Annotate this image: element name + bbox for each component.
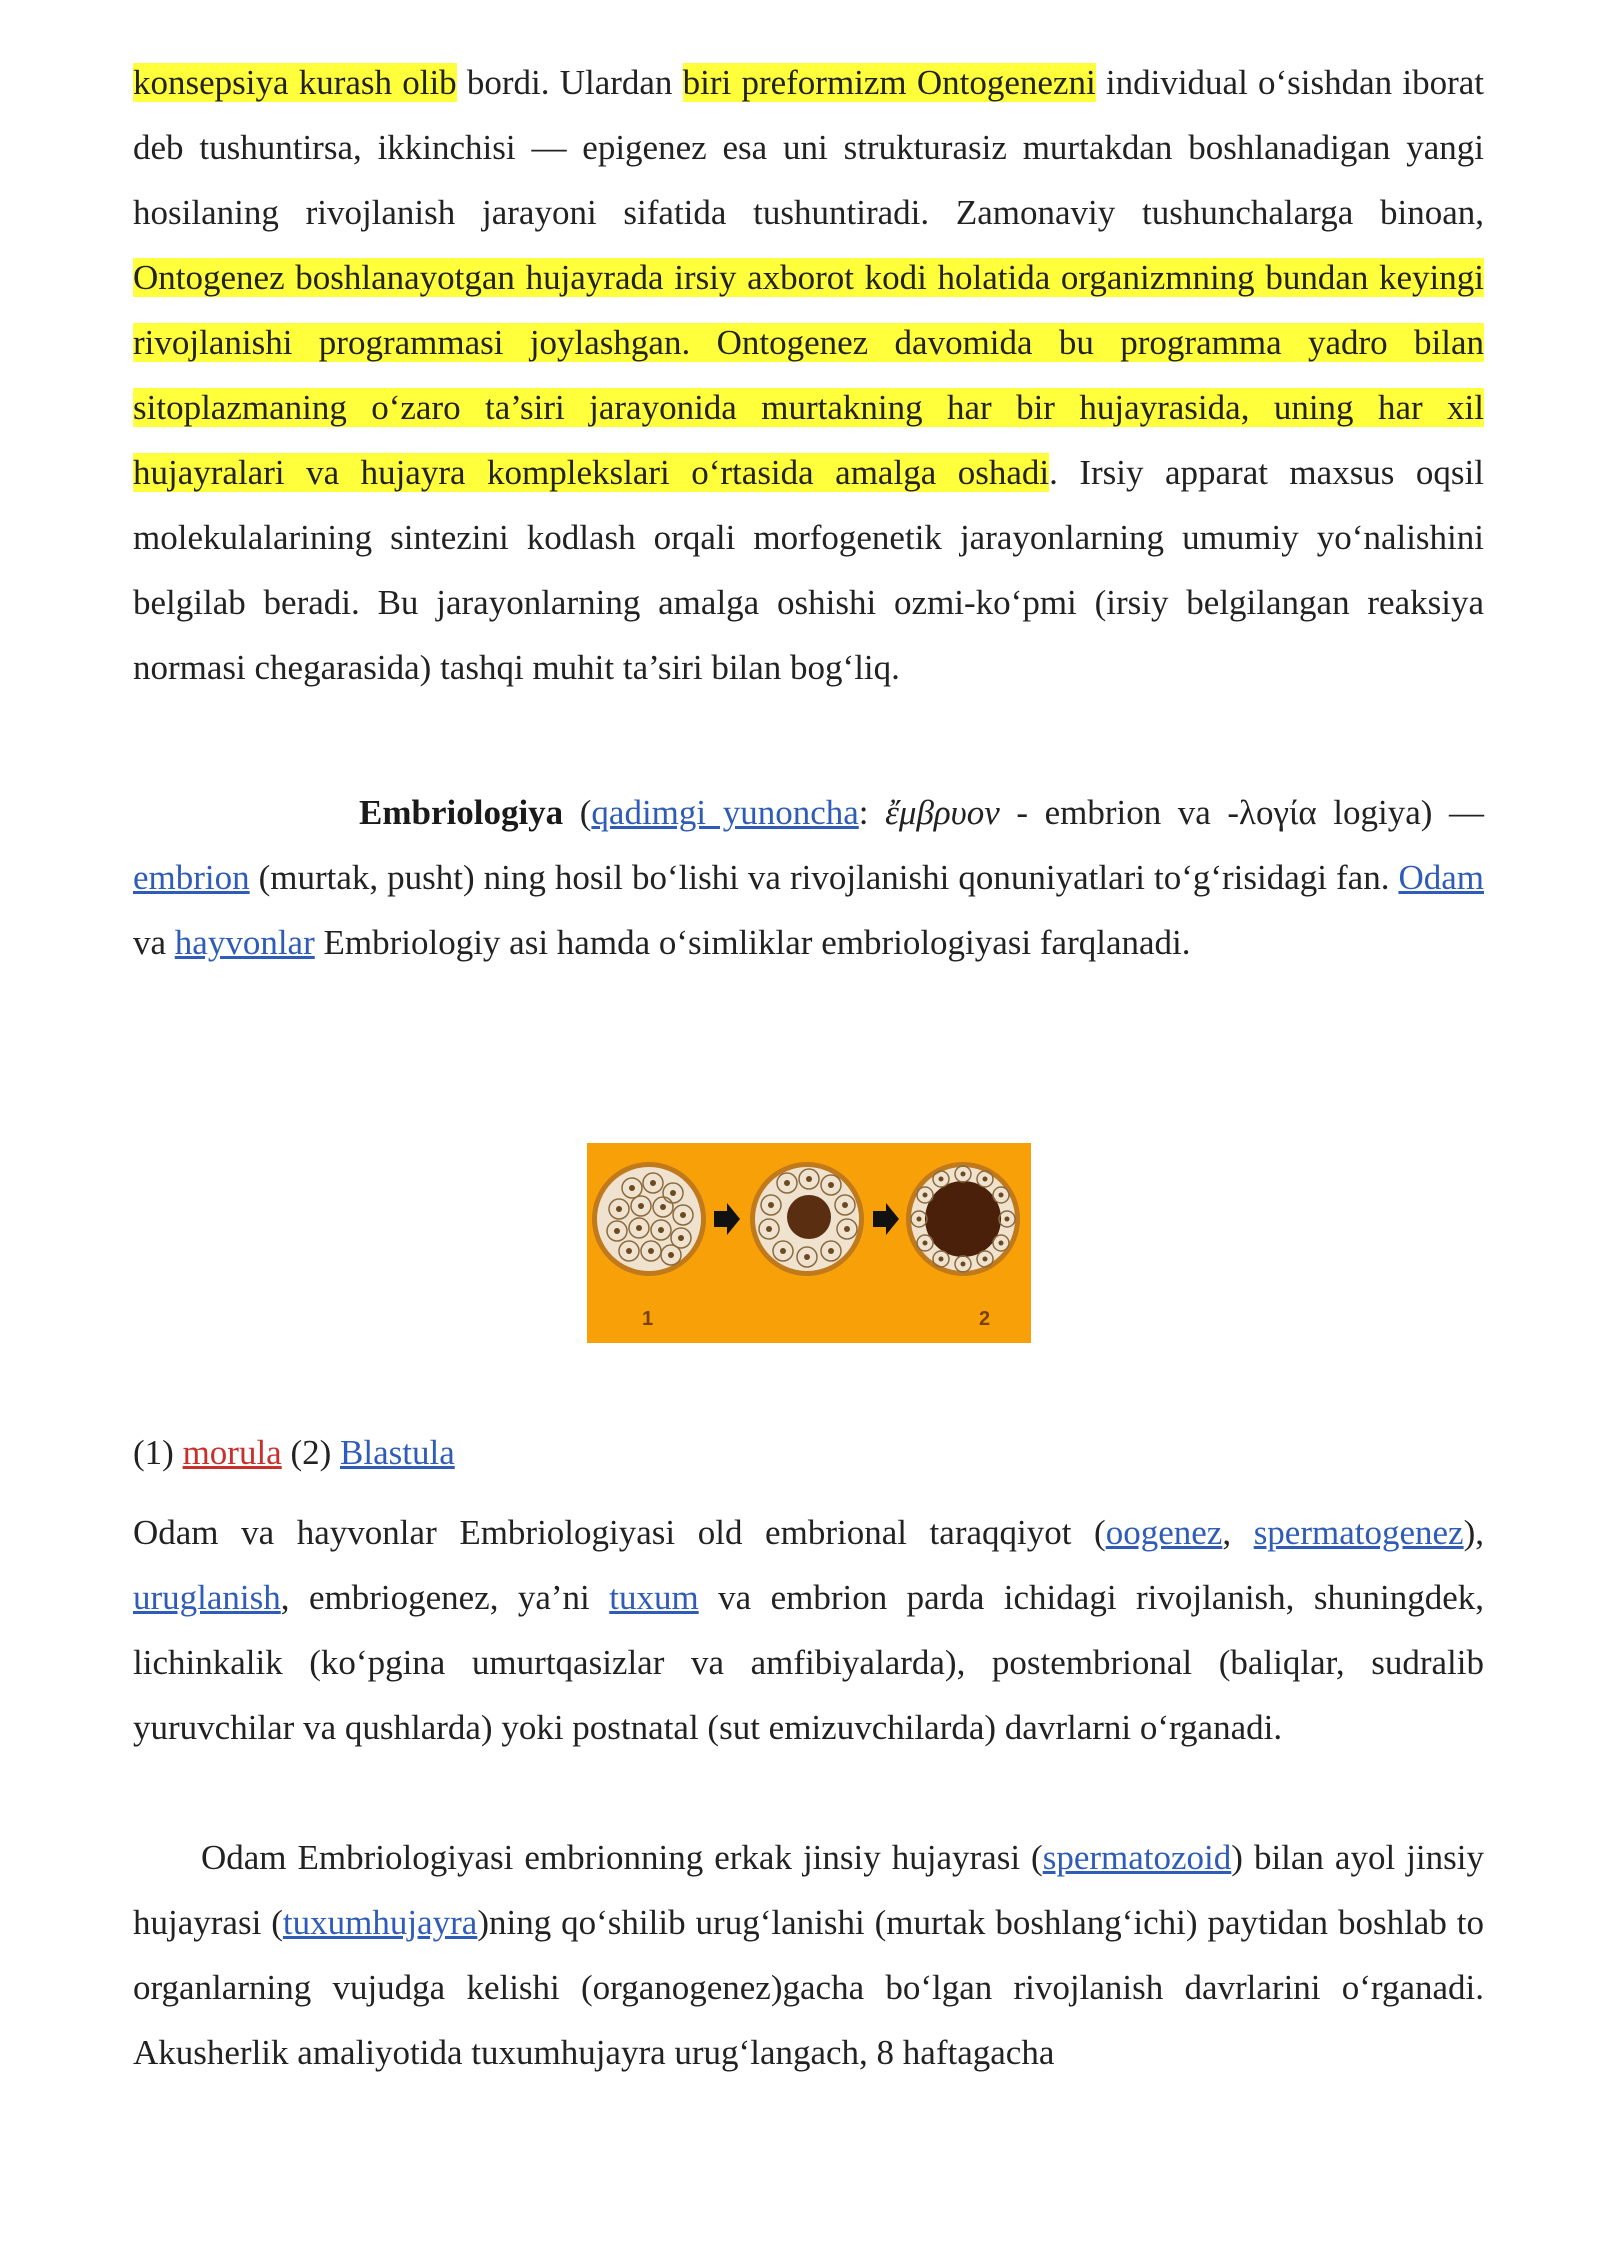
text-span: ( [563,793,592,832]
early-blastula-icon [750,1162,864,1276]
highlighted-text: biri preformizm Ontogenezni [682,63,1096,102]
link-morula[interactable]: morula [182,1433,282,1472]
link-embrion[interactable]: embrion [133,858,250,897]
text-span: , [1222,1513,1254,1552]
text-span: Odam va hayvonlar Embriologiyasi old embrional taraqqiyot ( [133,1513,1106,1552]
text-span: va embrion parda ichidagi rivojlanish, shuningdek, lichinkalik (ko‘pgina umurtqasizlar va amfibiyalarda), postembrional (baliqlar, sudralib yuruvchilar va qushlarda) yoki postnatal (sut emizuvchilarda) davrlarni o‘rganadi. [133,1578,1484,1747]
figure-label-2: 2 [979,1308,991,1330]
text-span: bordi. Ulardan [456,63,683,102]
text-span: individual o‘sishdan iborat deb tushuntirsa, ikkinchisi — epigenez esa uni strukturasiz murtakdan boshlanadigan yangi hosilaning rivojlanish jarayoni sifatida tushuntiradi. Zamonaviy tushunchalarga binoan, [133,63,1485,232]
text-span: : [858,793,886,832]
paragraph-embriologiya [133,780,1484,975]
link-spermatogenez[interactable]: spermatogenez [1253,1513,1464,1552]
paragraph-text [133,50,1484,700]
link-uruglanish[interactable]: uruglanish [133,1578,281,1617]
text-span: , embriogenez, ya’ni [280,1578,610,1617]
greek-word: ἔμβρυον [885,793,1000,832]
link-tuxumhujayra[interactable]: tuxumhujayra [282,1903,478,1942]
blastula-icon [906,1162,1020,1276]
text-span: ), [1463,1513,1484,1552]
text-span: ) bilan ayol jinsiy hujayrasi ( [133,1838,1484,1942]
paragraph-odam-hayvonlar [133,1500,1484,1760]
link-qadimgi-yunoncha[interactable]: qadimgi yunoncha [591,793,859,832]
highlighted-text: konsepsiya kurash olib [133,63,457,102]
link-blastula[interactable]: Blastula [340,1433,455,1472]
text-span: . Irsiy apparat maxsus oqsil molekulalarining sintezini kodlash orqali morfogenetik jarayonlarning umumiy yo‘nalishini belgilab beradi. Bu jarayonlarning amalga oshishi ozmi-ko‘pmi (irsiy belgilangan reaksiya normasi chegarasida) tashqi muhit ta’siri bilan bog‘liq. [133,453,1484,687]
text-span: Odam Embriologiyasi embrionning erkak jinsiy hujayrasi ( [201,1838,1043,1877]
paragraph-ontogenez [133,50,1484,700]
link-spermatozoid[interactable]: spermatozoid [1042,1838,1232,1877]
paragraph-odam-embriologiyasi [133,1825,1484,2085]
text-span: )ning qo‘shilib urug‘lanishi (murtak boshlang‘ichi) paytidan boshlab to organlarning vujudga kelishi (organogenez)gacha bo‘lgan rivojlanish davrlarini o‘rganadi. Akusherlik amaliyotida tuxumhujayra urug‘langach, 8 haftagacha [133,1903,1484,2072]
link-oogenez[interactable]: oogenez [1105,1513,1223,1552]
text-span: Embriologiy asi hamda o‘simliklar embriologiyasi farqlanadi. [314,923,1191,962]
text-span: - embrion va -λογία logiya) — [999,793,1485,832]
morula-blastula-figure [587,1143,1031,1343]
morula-icon [592,1162,706,1276]
link-hayvonlar[interactable]: hayvonlar [174,923,315,962]
paragraph-text [133,1825,1484,2085]
text-span: (2) [281,1433,341,1472]
paragraph-text [133,780,1484,975]
highlighted-text: Ontogenez boshlanayotgan hujayrada irsiy axborot kodi holatida organizmning bundan keyingi rivojlanishi programmasi joylashgan. Ontogenez davomida bu programma yadro bilan sitoplazmaning o‘zaro ta’siri jarayonida murtakning har bir hujayrasida, uning har xil hujayralari va hujayra komplekslari o‘rtasida amalga oshadi [133,258,1484,492]
embryo-illustration [587,1143,1031,1343]
paragraph-text [133,1500,1484,1760]
link-tuxum[interactable]: tuxum [609,1578,699,1617]
figure-caption [133,1420,455,1485]
figure-label-1: 1 [642,1308,654,1330]
text-span: (murtak, pusht) ning hosil bo‘lishi va rivojlanishi qonuniyatlari to‘g‘risidagi fan. [249,858,1399,897]
term-embriologiya: Embriologiya [359,793,564,832]
link-odam[interactable]: Odam [1398,858,1484,897]
text-span: (1) [133,1433,183,1472]
text-span: va [133,923,175,962]
